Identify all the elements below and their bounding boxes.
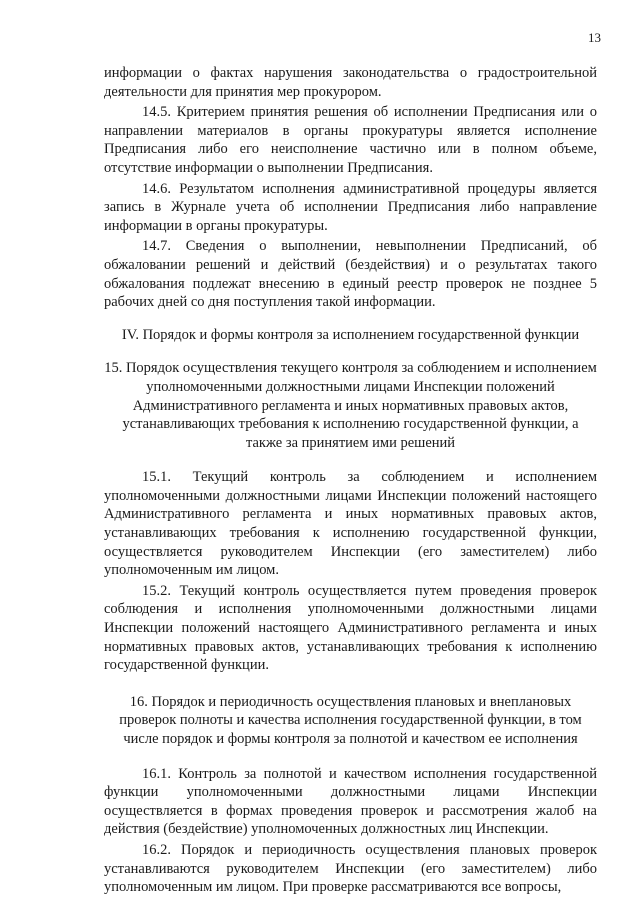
paragraph-16-1: 16.1. Контроль за полнотой и качеством исполнения государственной функции уполномоченными должностными лицами Инспекции осуществляется в формах проведения проверок и рассмотрения жалоб на действия (бездействие) уполномоченных должностных лиц Инспекции. [104,765,597,838]
paragraph-14-5: 14.5. Критерием принятия решения об исполнении Предписания или о направлении материалов в органы прокуратуры является исполнение Предписания либо его неисполнение частично или в полном объеме, отсутствие информации о выполнении Предписания. [104,104,597,176]
section-iv-heading: IV. Порядок и формы контроля за исполнением государственной функции [121,326,580,343]
paragraph-16-2: 16.2. Порядок и периодичность осуществления плановых проверок устанавливаются руководителем Инспекции (его заместителем) либо уполномоченным им лицом. При проверке рассматриваются все вопросы, [104,841,597,896]
paragraph-14-7: 14.7. Сведения о выполнении, невыполнении Предписаний, об обжаловании решений и действий (бездействия) и о результатах такого обжалования подлежат внесению в единый реестр проверок не позднее 5 рабочих дней со дня поступления такой информации. [104,238,597,311]
heading-16: 16. Порядок и периодичность осуществления плановых и внеплановых проверок полноты и качества исполнения государственной функции, в том числе порядок и формы контроля за полнотой и качеством ее исполнения [119,693,582,747]
heading-15: 15. Порядок осуществления текущего контроля за соблюдением и исполнением уполномоченными должностными лицами Инспекции положений Административного регламента и иных нормативных правовых актов, устанавливающих требования к исполнению государственной функции, а также за принятием ими решений [104,360,597,451]
document-body [104,64,597,899]
page-number: 13 [588,30,601,45]
paragraph-continuation: информации о фактах нарушения законодательства о градостроительной деятельности для принятия мер прокурором. [104,65,597,100]
paragraph-14-6: 14.6. Результатом исполнения административной процедуры является запись в Журнале учета об исполнении Предписания либо направление информации в органы прокуратуры. [104,180,597,234]
paragraph-15-2: 15.2. Текущий контроль осуществляется путем проведения проверок соблюдения и исполнения уполномоченными должностными лицами Инспекции положений настоящего Административного регламента и иных нормативных правовых актов, устанавливающих требования к исполнению государственной функции. [104,582,597,674]
paragraph-15-1: 15.1. Текущий контроль за соблюдением и исполнением уполномоченными должностными лицами Инспекции положений настоящего Административного регламента и иных нормативных правовых актов, устанавливающих требования к исполнению государственной функции, осуществляется руководителем Инспекции (его заместителем) либо уполномоченным им лицом. [104,469,597,579]
